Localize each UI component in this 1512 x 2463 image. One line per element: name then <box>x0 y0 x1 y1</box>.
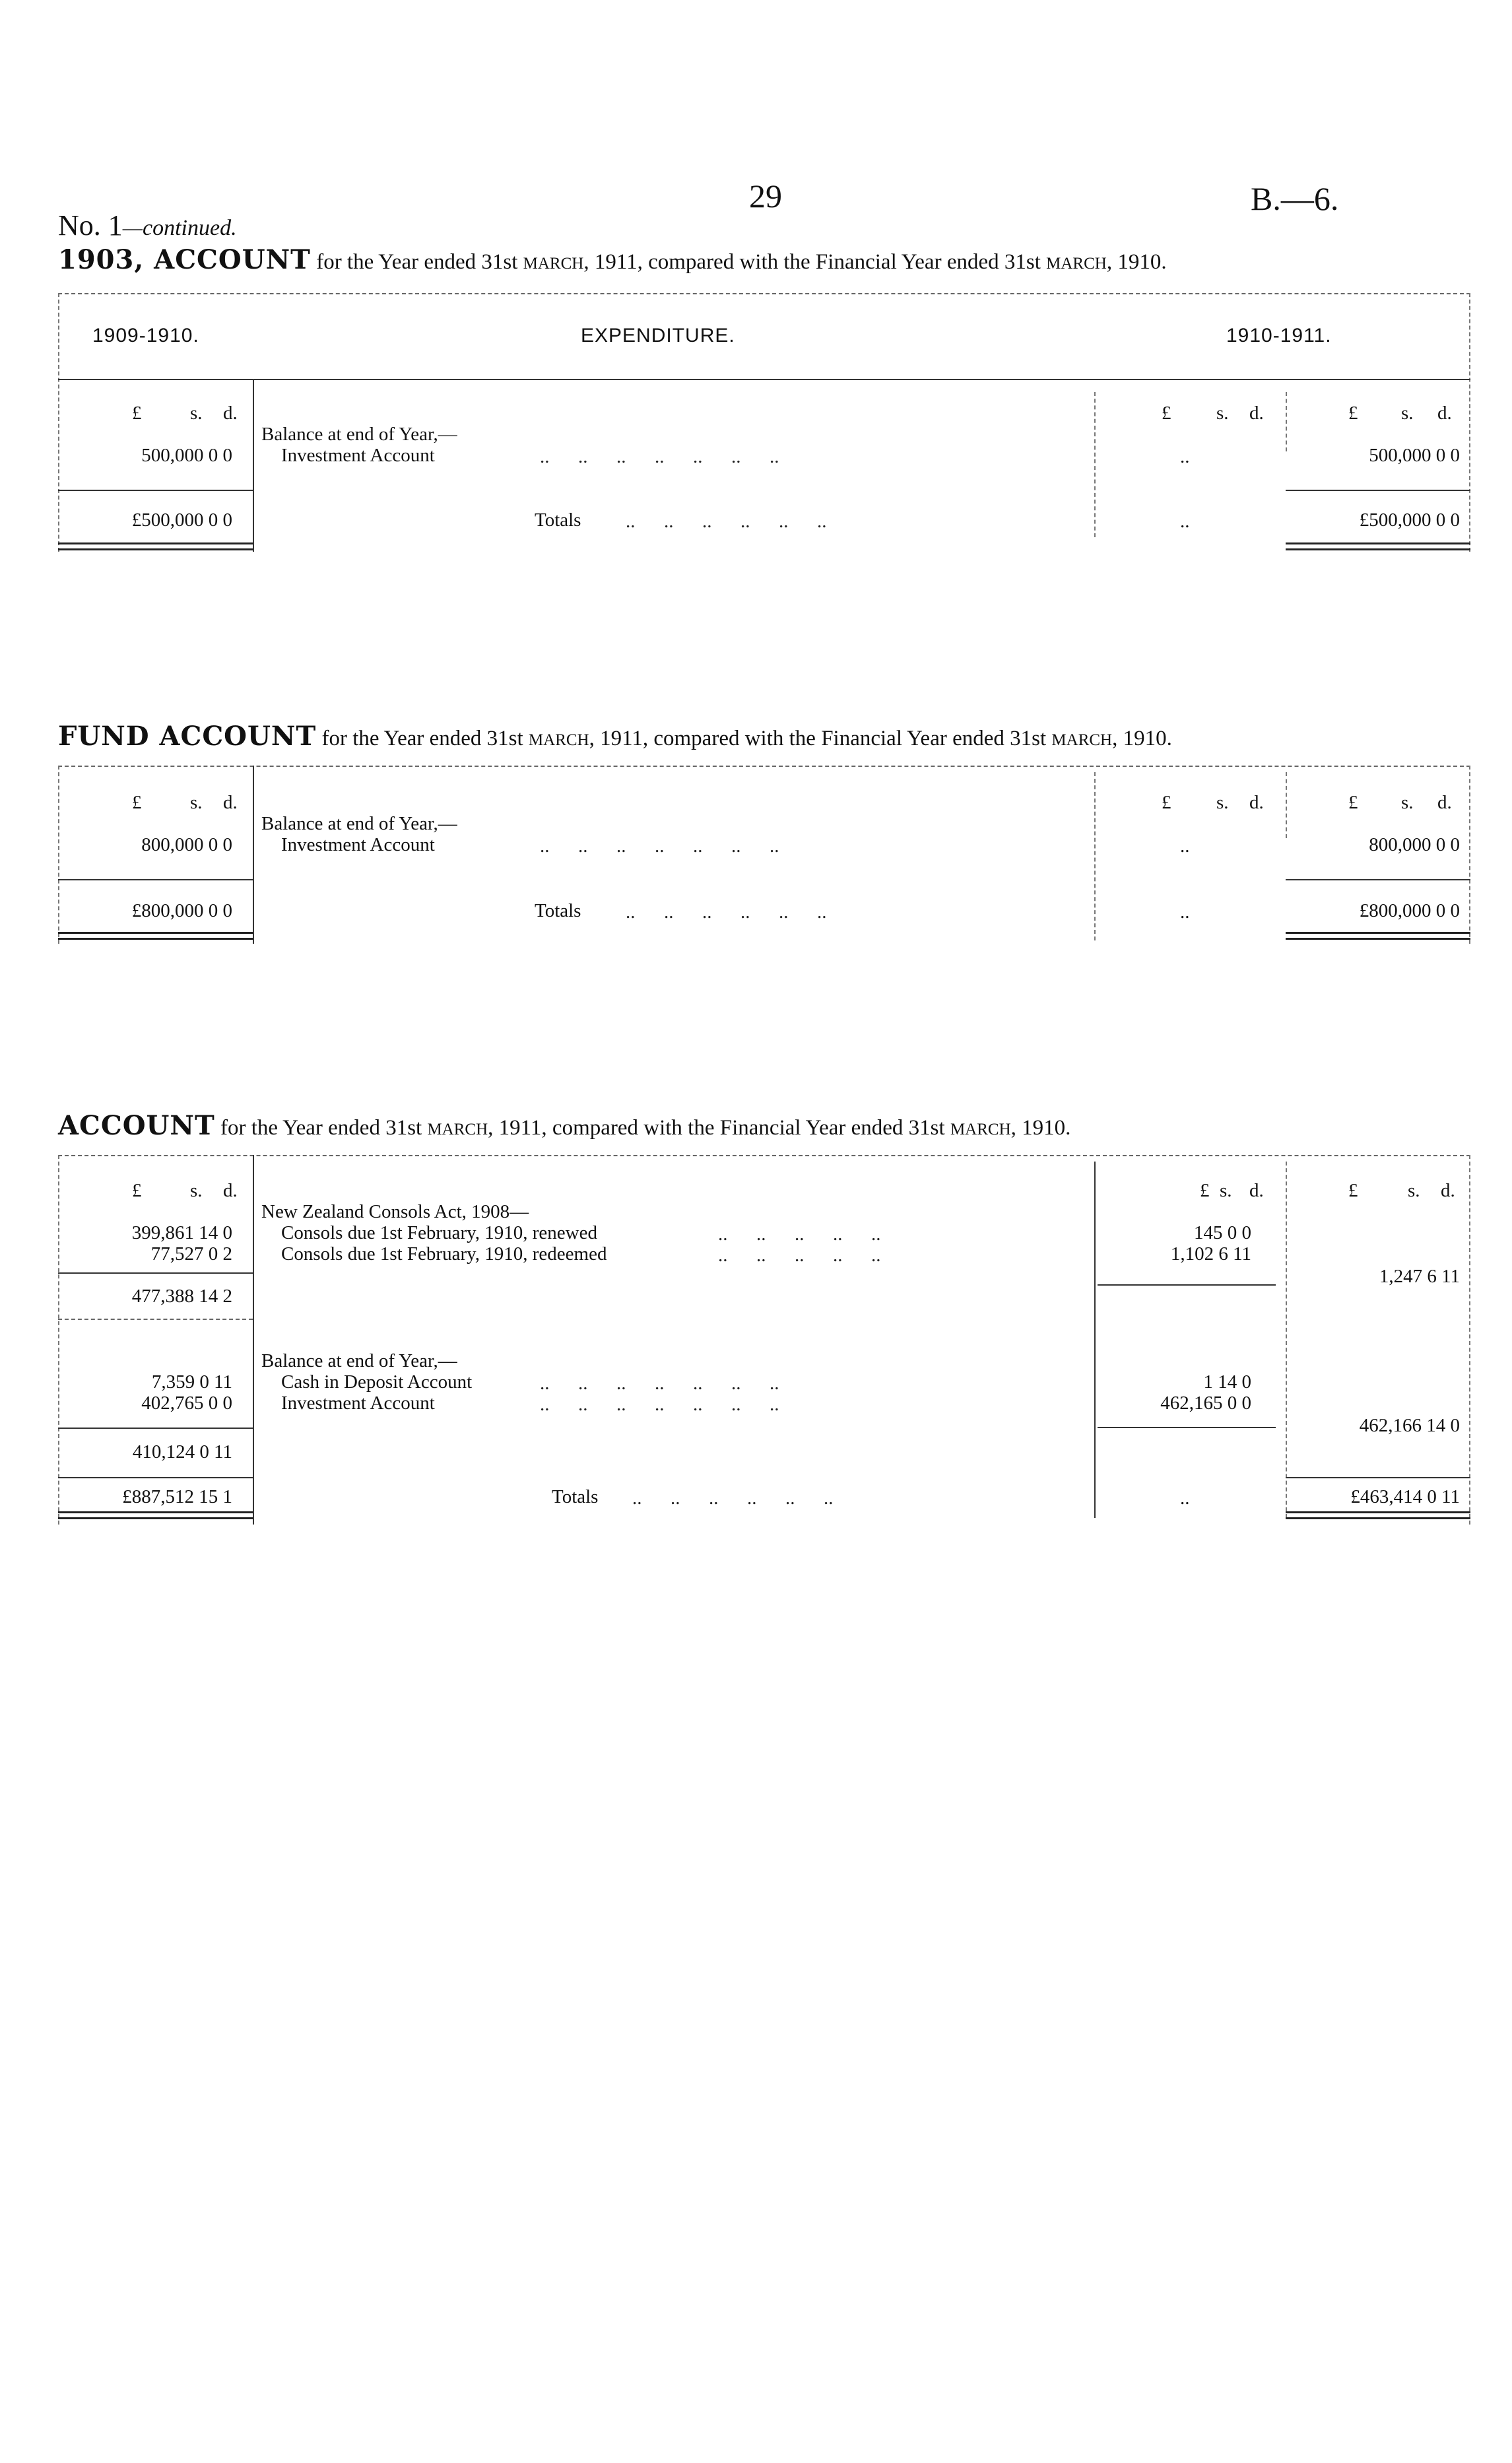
unit-pence: d. <box>1249 792 1264 813</box>
unit-pence: d. <box>1249 403 1264 424</box>
leader-dots: .. <box>1180 836 1190 857</box>
leader-dots: .. .. .. .. .. .. .. <box>540 446 779 467</box>
rule <box>58 293 59 552</box>
leader-dots: .. .. .. .. .. .. .. <box>540 836 779 857</box>
rule <box>58 766 1470 767</box>
totals-label: Totals <box>535 900 581 921</box>
unit-pence: d. <box>223 792 238 813</box>
previous-year-amount: 402,765 0 0 <box>141 1393 232 1414</box>
section1-title-main: 1903, ACCOUNT <box>58 244 311 275</box>
rule <box>1094 772 1096 940</box>
section1-title <box>58 244 1167 275</box>
column-header-expenditure: EXPENDITURE. <box>581 325 735 346</box>
double-rule <box>58 932 253 940</box>
leader-dots: .. .. .. .. .. .. <box>626 511 827 532</box>
unit-pounds: £ <box>1200 1180 1210 1201</box>
double-rule <box>58 1511 253 1519</box>
section3-title-main: ACCOUNT <box>58 1110 215 1141</box>
column-header-current-year: 1910-1911. <box>1226 325 1332 346</box>
section3-table <box>58 1155 1470 1525</box>
rule <box>58 1428 253 1429</box>
rule <box>1286 490 1470 491</box>
leader-dots: .. .. .. .. .. .. <box>626 902 827 923</box>
rule <box>253 1155 254 1525</box>
unit-pence: d. <box>1441 1180 1455 1201</box>
rule <box>1286 1477 1470 1478</box>
leader-dots: .. <box>1180 902 1190 923</box>
leader-dots: .. .. .. .. .. <box>718 1224 881 1245</box>
rule <box>58 1272 253 1274</box>
current-year-subtotal: 1,247 6 11 <box>1379 1266 1460 1287</box>
rule <box>1286 879 1470 880</box>
unit-pounds: £ <box>1162 403 1171 424</box>
current-year-amount: 800,000 0 0 <box>1369 834 1460 855</box>
line-heading: Balance at end of Year,— <box>261 813 457 834</box>
section2-title-month-2: MARCH <box>1051 731 1113 749</box>
unit-pounds: £ <box>132 792 142 813</box>
double-rule <box>1286 932 1470 940</box>
page-series-label <box>58 209 237 242</box>
section3-title-month-2: MARCH <box>950 1121 1011 1138</box>
section2-title-month-1: MARCH <box>528 731 589 749</box>
unit-shillings: s. <box>1401 403 1414 424</box>
rule <box>1098 1284 1276 1286</box>
unit-shillings: s. <box>190 1180 203 1201</box>
unit-pence: d. <box>1249 1180 1264 1201</box>
line-item-label: Investment Account <box>281 445 435 466</box>
column-header-previous-year: 1909-1910. <box>92 325 199 346</box>
rule <box>1286 1162 1287 1518</box>
section3-title-text-2: , 1911, compared with the Financial Year ended 31st <box>488 1116 945 1140</box>
unit-pounds: £ <box>1348 792 1358 813</box>
rule <box>1286 392 1287 451</box>
previous-year-amount: 399,861 14 0 <box>131 1222 232 1243</box>
unit-pounds: £ <box>132 403 142 424</box>
unit-pounds: £ <box>1348 1180 1358 1201</box>
rule <box>1094 392 1096 537</box>
rule <box>58 1155 1470 1156</box>
section1-title-month-2: MARCH <box>1046 255 1107 273</box>
current-year-amount: 500,000 0 0 <box>1369 445 1460 466</box>
unit-shillings: s. <box>1220 1180 1232 1201</box>
section1-title-text-3: , 1910. <box>1106 250 1167 274</box>
previous-year-subtotal: 410,124 0 11 <box>132 1441 232 1462</box>
section3-title-text-3: , 1910. <box>1010 1116 1071 1140</box>
current-year-detail-amount: 1 14 0 <box>1203 1371 1251 1393</box>
leader-dots: .. <box>1180 446 1190 467</box>
double-rule <box>1286 542 1470 550</box>
leader-dots: .. .. .. .. .. <box>718 1245 881 1266</box>
line-item-label: Consols due 1st February, 1910, renewed <box>281 1222 597 1243</box>
leader-dots: .. .. .. .. .. .. .. <box>540 1373 779 1394</box>
current-year-detail-amount: 462,165 0 0 <box>1160 1393 1251 1414</box>
line-item-label: Cash in Deposit Account <box>281 1371 473 1393</box>
group-heading: Balance at end of Year,— <box>261 1350 457 1371</box>
previous-year-subtotal: 477,388 14 2 <box>131 1286 232 1307</box>
line-item-label: Consols due 1st February, 1910, redeemed <box>281 1243 607 1264</box>
totals-label: Totals <box>552 1486 599 1507</box>
unit-shillings: s. <box>1408 1180 1420 1201</box>
group-heading: New Zealand Consols Act, 1908— <box>261 1201 529 1222</box>
line-item-label: Investment Account <box>281 834 435 855</box>
unit-pounds: £ <box>1162 792 1171 813</box>
section3-title-text-1: for the Year ended 31st <box>220 1116 422 1140</box>
section1-table <box>58 293 1470 552</box>
rule <box>1286 772 1287 838</box>
section3-title <box>58 1110 1070 1141</box>
section1-title-text-1: for the Year ended 31st <box>316 250 518 274</box>
current-year-subtotal: 462,166 14 0 <box>1359 1415 1460 1436</box>
section1-title-month-1: MARCH <box>523 255 584 273</box>
current-year-detail-amount: 145 0 0 <box>1194 1222 1251 1243</box>
section1-title-text-2: , 1911, compared with the Financial Year ended 31st <box>583 250 1041 274</box>
previous-year-total: £887,512 15 1 <box>122 1486 232 1507</box>
unit-pence: d. <box>223 1180 238 1201</box>
unit-pounds: £ <box>1348 403 1358 424</box>
previous-year-amount: 500,000 0 0 <box>141 445 232 466</box>
leader-dots: .. <box>1180 511 1190 532</box>
leader-dots: .. .. .. .. .. .. <box>632 1488 834 1509</box>
unit-shillings: s. <box>1216 792 1229 813</box>
rule <box>58 490 253 491</box>
rule <box>1094 1162 1096 1518</box>
rule <box>58 1477 253 1478</box>
previous-year-amount: 800,000 0 0 <box>141 834 232 855</box>
current-year-total: £463,414 0 11 <box>1350 1486 1460 1507</box>
series-number: No. 1 <box>58 209 123 242</box>
rule <box>253 379 254 552</box>
section2-table <box>58 766 1470 944</box>
current-year-total: £800,000 0 0 <box>1359 900 1460 921</box>
current-year-detail-amount: 1,102 6 11 <box>1170 1243 1251 1264</box>
leader-dots: .. .. .. .. .. .. .. <box>540 1394 779 1415</box>
line-item-label: Investment Account <box>281 1393 435 1414</box>
previous-year-amount: 77,527 0 2 <box>150 1243 232 1264</box>
double-rule <box>58 542 253 550</box>
rule <box>58 1319 253 1320</box>
page-number: 29 <box>749 178 782 214</box>
section2-title-text-3: , 1910. <box>1112 727 1172 750</box>
section2-title-text-2: , 1911, compared with the Financial Year ended 31st <box>589 727 1047 750</box>
unit-pence: d. <box>1437 792 1452 813</box>
rule <box>1098 1427 1276 1428</box>
section2-title <box>58 721 1172 752</box>
rule <box>58 879 253 880</box>
unit-shillings: s. <box>1401 792 1414 813</box>
rule <box>58 379 1470 380</box>
previous-year-amount: 7,359 0 11 <box>151 1371 232 1393</box>
rule <box>1469 766 1470 944</box>
leader-dots: .. <box>1180 1488 1190 1509</box>
section2-title-text-1: for the Year ended 31st <box>321 727 523 750</box>
unit-shillings: s. <box>1216 403 1229 424</box>
unit-pence: d. <box>1437 403 1452 424</box>
unit-pence: d. <box>223 403 238 424</box>
rule <box>1469 1155 1470 1525</box>
rule <box>253 766 254 944</box>
section2-title-main: FUND ACCOUNT <box>58 721 317 752</box>
document-reference: B.—6. <box>1251 180 1339 217</box>
current-year-total: £500,000 0 0 <box>1359 509 1460 531</box>
previous-year-total: £500,000 0 0 <box>131 509 232 531</box>
rule <box>58 766 59 944</box>
double-rule <box>1286 1511 1470 1519</box>
section3-title-month-1: MARCH <box>427 1121 488 1138</box>
rule <box>1469 293 1470 552</box>
unit-shillings: s. <box>190 792 203 813</box>
rule <box>58 1155 59 1525</box>
totals-label: Totals <box>535 509 581 531</box>
line-heading: Balance at end of Year,— <box>261 424 457 445</box>
unit-pounds: £ <box>132 1180 142 1201</box>
series-continued: —continued. <box>122 216 237 240</box>
unit-shillings: s. <box>190 403 203 424</box>
rule <box>58 293 1470 294</box>
previous-year-total: £800,000 0 0 <box>131 900 232 921</box>
